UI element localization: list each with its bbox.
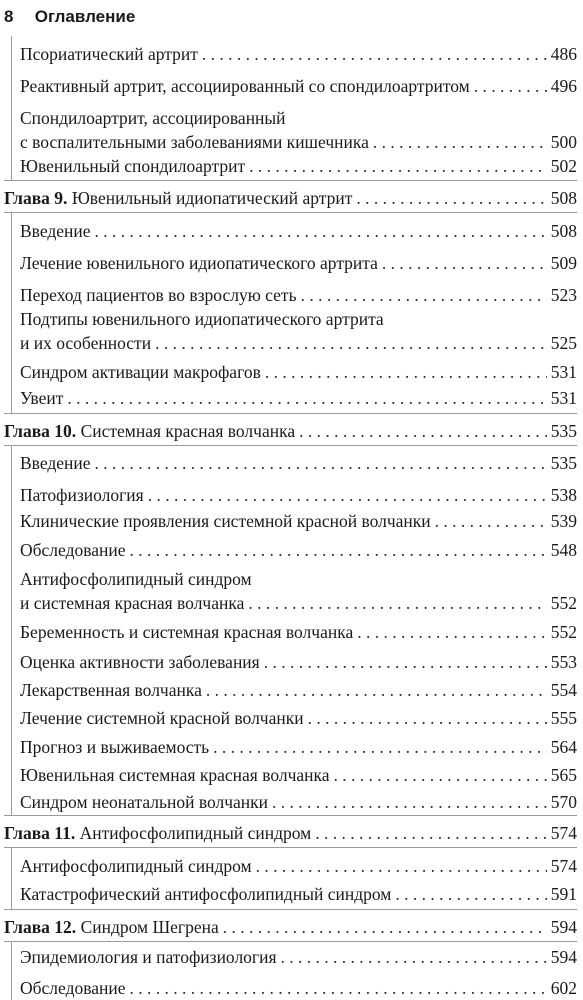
toc-section-entry[interactable] [20, 976, 577, 1000]
dot-leader [213, 735, 547, 759]
toc-section-entry[interactable] [20, 620, 577, 644]
toc-entry-title: Синдром активации макрофагов [20, 362, 261, 382]
toc-page-number: 539 [550, 511, 577, 531]
section-divider [4, 180, 577, 181]
dot-leader [130, 976, 547, 1000]
toc-page-number: 570 [550, 792, 577, 812]
toc-entry-title: Антифосфолипидный синдром [20, 856, 252, 876]
section-divider [4, 941, 577, 942]
toc-page-number: 602 [550, 978, 577, 998]
toc-entry-title: Введение [20, 453, 91, 473]
dot-leader [395, 882, 546, 906]
toc-page-number: 565 [550, 765, 577, 785]
dot-leader [334, 763, 547, 787]
dot-leader [373, 130, 547, 154]
toc-section-entry[interactable] [20, 483, 577, 507]
toc-section-entry[interactable] [20, 360, 577, 384]
toc-entry-title: Реактивный артрит, ассоциированный со спондилоартритом [20, 76, 470, 96]
toc-entry-title: с воспалительными заболеваниями кишечника [20, 132, 369, 152]
dot-leader [301, 283, 547, 307]
dot-leader [95, 219, 547, 243]
toc-entry-title: Синдром неонатальной волчанки [20, 792, 269, 812]
toc-entry-title: Лекарственная волчанка [20, 680, 202, 700]
toc-page-number: 594 [550, 947, 577, 967]
toc-section-entry[interactable] [20, 567, 577, 615]
section-divider [4, 909, 577, 910]
toc-page-number: 553 [550, 652, 577, 672]
toc-page-number: 564 [550, 737, 577, 757]
toc-section-entry[interactable] [20, 219, 577, 243]
section-divider [4, 212, 577, 213]
dot-leader [315, 821, 547, 845]
toc-page-number: 502 [550, 156, 577, 176]
toc-section-entry[interactable] [20, 74, 577, 98]
toc-section-entry[interactable] [20, 154, 577, 178]
toc-entry-title: Переход пациентов во взрослую сеть [20, 285, 297, 305]
dot-leader [256, 854, 547, 878]
toc-entry-title: и системная красная волчанка [20, 593, 245, 613]
dot-leader [272, 790, 547, 814]
chapter-number: Глава 10. [4, 421, 77, 441]
toc-section-entry[interactable] [20, 538, 577, 562]
toc-page-number: 525 [550, 333, 577, 353]
toc-page-number: 574 [550, 823, 577, 843]
toc-page-number: 574 [550, 856, 577, 876]
toc-entry-title: Клинические проявления системной красной волчанки [20, 511, 431, 531]
dot-leader [382, 251, 547, 275]
toc-entry-title: Прогноз и выживаемость [20, 737, 210, 757]
toc-entry-title: Псориатический артрит [20, 44, 198, 64]
toc-page-number: 531 [550, 388, 577, 408]
toc-entry-title: Ювенильный идиопатический артрит [71, 188, 353, 208]
dot-leader [308, 706, 547, 730]
toc-page-number: 508 [550, 188, 577, 208]
dot-leader [357, 620, 547, 644]
toc-page-number: 552 [550, 622, 577, 642]
toc-page-number: 486 [550, 44, 577, 64]
toc-section-entry[interactable] [20, 307, 577, 355]
toc-page-number: 548 [550, 540, 577, 560]
toc-section-entry[interactable] [20, 650, 577, 674]
toc-entry-title: Синдром Шегрена [80, 917, 219, 937]
dot-leader [248, 591, 546, 615]
section-indent-bar [11, 941, 12, 1000]
toc-section-entry[interactable] [20, 854, 577, 878]
dot-leader [95, 451, 547, 475]
toc-page-number: 591 [550, 884, 577, 904]
toc-page-number: 496 [550, 76, 577, 96]
dot-leader [223, 915, 547, 939]
toc-page-number: 500 [550, 132, 577, 152]
toc-page-number: 555 [550, 708, 577, 728]
toc-entry-title: Системная красная волчанка [80, 421, 296, 441]
dot-leader [281, 945, 547, 969]
section-divider [4, 847, 577, 848]
section-divider [4, 445, 577, 446]
toc-section-entry[interactable] [20, 283, 577, 307]
dot-leader [155, 331, 547, 355]
toc-page-number: 508 [550, 221, 577, 241]
toc-page-number: 594 [550, 917, 577, 937]
toc-entry-title: Оценка активности заболевания [20, 652, 260, 672]
toc-section-entry[interactable] [20, 251, 577, 275]
toc-section-entry[interactable] [20, 763, 577, 787]
toc-page-number: 531 [550, 362, 577, 382]
dot-leader [264, 650, 547, 674]
toc-entry-title: Эпидемиология и патофизиология [20, 947, 277, 967]
toc-page-number: 509 [550, 253, 577, 273]
toc-entry-title: Лечение ювенильного идиопатического артрита [20, 253, 378, 273]
toc-entry-title: Обследование [20, 978, 126, 998]
toc-section-entry[interactable] [20, 451, 577, 475]
dot-leader [435, 509, 547, 533]
toc-section-entry[interactable] [20, 790, 577, 814]
dot-leader [130, 538, 547, 562]
dot-leader [202, 42, 547, 66]
toc-chapter-entry[interactable] [4, 821, 577, 845]
section-indent-bar [11, 36, 12, 180]
toc-page-number: 554 [550, 680, 577, 700]
chapter-number: Глава 9. [4, 188, 68, 208]
dot-leader [206, 678, 547, 702]
toc-section-entry[interactable] [20, 945, 577, 969]
dot-leader [148, 483, 547, 507]
dot-leader [299, 419, 547, 443]
toc-section-entry[interactable] [20, 42, 577, 66]
chapter-number: Глава 12. [4, 917, 77, 937]
toc-section-entry[interactable] [20, 386, 577, 410]
toc-page-number: 535 [550, 453, 577, 473]
toc-entry-title: Обследование [20, 540, 126, 560]
toc-entry-title: Катастрофический антифосфолипидный синдром [20, 884, 392, 904]
page-number: 8 [4, 7, 14, 26]
section-divider [4, 815, 577, 816]
toc-section-entry[interactable] [20, 678, 577, 702]
dot-leader [265, 360, 547, 384]
section-indent-bar [11, 847, 12, 909]
chapter-number: Глава 11. [4, 823, 76, 843]
toc-entry-title: Ювенильная системная красная волчанка [20, 765, 330, 785]
toc-section-entry[interactable] [20, 735, 577, 759]
toc-section-entry[interactable] [20, 509, 577, 533]
toc-entry-title: Увеит [20, 388, 64, 408]
toc-entry-title: Патофизиология [20, 485, 144, 505]
toc-section-entry[interactable] [20, 882, 577, 906]
toc-page-number: 523 [550, 285, 577, 305]
toc-entry-title-line: Подтипы ювенильного идиопатического артрита [20, 309, 384, 329]
page-title: Оглавление [34, 7, 136, 26]
dot-leader [249, 154, 547, 178]
toc-entry-title: и их особенности [20, 333, 152, 353]
toc-entry-title: Беременность и системная красная волчанка [20, 622, 354, 642]
toc-chapter-entry[interactable] [4, 186, 577, 210]
toc-page-number: 538 [550, 485, 577, 505]
toc-section-entry[interactable] [20, 106, 577, 154]
toc-chapter-entry[interactable] [4, 915, 577, 939]
section-indent-bar [11, 445, 12, 815]
dot-leader [67, 386, 546, 410]
section-divider [4, 413, 577, 414]
dot-leader [474, 74, 547, 98]
toc-page-number: 535 [550, 421, 577, 441]
toc-page-number: 552 [550, 593, 577, 613]
toc-section-entry[interactable] [20, 706, 577, 730]
dot-leader [356, 186, 546, 210]
toc-chapter-entry[interactable] [4, 419, 577, 443]
section-indent-bar [11, 212, 12, 413]
toc-entry-title-line: Антифосфолипидный синдром [20, 569, 252, 589]
toc-entry-title: Ювенильный спондилоартрит [20, 156, 246, 176]
toc-entry-title-line: Спондилоартрит, ассоциированный [20, 108, 286, 128]
toc-entry-title: Лечение системной красной волчанки [20, 708, 304, 728]
toc-entry-title: Введение [20, 221, 91, 241]
toc-entry-title: Антифосфолипидный синдром [79, 823, 312, 843]
